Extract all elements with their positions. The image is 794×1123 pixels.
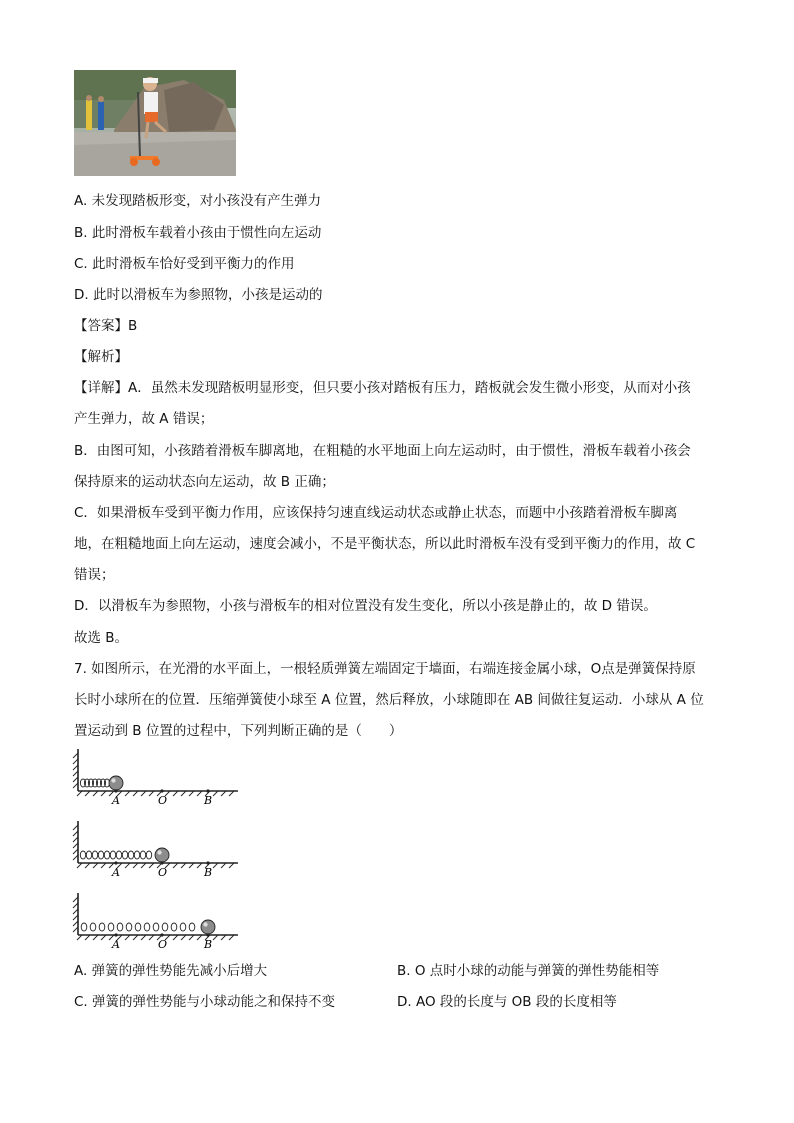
q7-option-d: D. AO 段的长度与 OB 段的长度相等: [397, 994, 617, 1010]
label-b: B: [204, 794, 213, 807]
label-a: A: [112, 794, 120, 807]
analysis-line: 保持原来的运动状态向左运动，故 B 正确；: [74, 474, 335, 490]
label-o: O: [158, 866, 168, 879]
label-a: A: [112, 866, 120, 879]
analysis-line: 地，在粗糙地面上向左运动，速度会减小，不是平衡状态，所以此时滑板车没有受到平衡力的作用，故 C: [74, 536, 696, 552]
label-b: B: [204, 938, 213, 951]
spring-figure-stretched: [72, 889, 247, 951]
q6-option-a: A. 未发现踏板形变，对小孩没有产生弹力: [74, 193, 322, 209]
label-o: O: [158, 938, 168, 951]
q7-stem-line: 置运动到 B 位置的过程中，下列判断正确的是（ ）: [74, 723, 403, 739]
q7-option-a: A. 弹簧的弹性势能先减小后增大: [74, 963, 268, 979]
analysis-line: 【详解】A．虽然未发现踏板明显形变，但只要小孩对踏板有压力，踏板就会发生微小形变，从而对小孩: [74, 380, 691, 396]
answer-label: 【答案】B: [74, 318, 138, 334]
q7-stem-line: 7. 如图所示，在光滑的水平面上，一根轻质弹簧左端固定于墙面，右端连接金属小球，O点是弹簧保持原: [74, 661, 696, 677]
q7-stem-line: 长时小球所在的位置．压缩弹簧使小球至 A 位置，然后释放，小球随即在 AB 间做往复运动．小球从 A 位: [74, 692, 704, 708]
analysis-line: B．由图可知，小孩踏着滑板车脚离地，在粗糙的水平地面上向左运动时，由于惯性，滑板车载着小孩会: [74, 443, 691, 459]
analysis-line: 产生弹力，故 A 错误；: [74, 411, 214, 427]
analysis-line: 错误；: [74, 567, 115, 583]
analysis-label: 【解析】: [74, 349, 128, 365]
q7-option-b: B. O 点时小球的动能与弹簧的弹性势能相等: [397, 963, 660, 979]
analysis-line: C．如果滑板车受到平衡力作用，应该保持匀速直线运动状态或静止状态，而题中小孩踏着滑板车脚离: [74, 505, 678, 521]
spring-figure-compressed: [72, 745, 247, 807]
q6-option-b: B. 此时滑板车载着小孩由于惯性向左运动: [74, 225, 322, 241]
q6-option-d: D. 此时以滑板车为参照物，小孩是运动的: [74, 287, 323, 303]
label-a: A: [112, 938, 120, 951]
analysis-line: 故选 B。: [74, 630, 129, 646]
analysis-line: D．以滑板车为参照物，小孩与滑板车的相对位置没有发生变化，所以小孩是静止的，故 D 错误。: [74, 598, 657, 614]
spring-figure-natural: [72, 817, 247, 879]
q6-option-c: C. 此时滑板车恰好受到平衡力的作用: [74, 256, 295, 272]
label-o: O: [158, 794, 168, 807]
q7-option-c: C. 弹簧的弹性势能与小球动能之和保持不变: [74, 994, 336, 1010]
scooter-photo: [74, 70, 236, 176]
label-b: B: [204, 866, 213, 879]
